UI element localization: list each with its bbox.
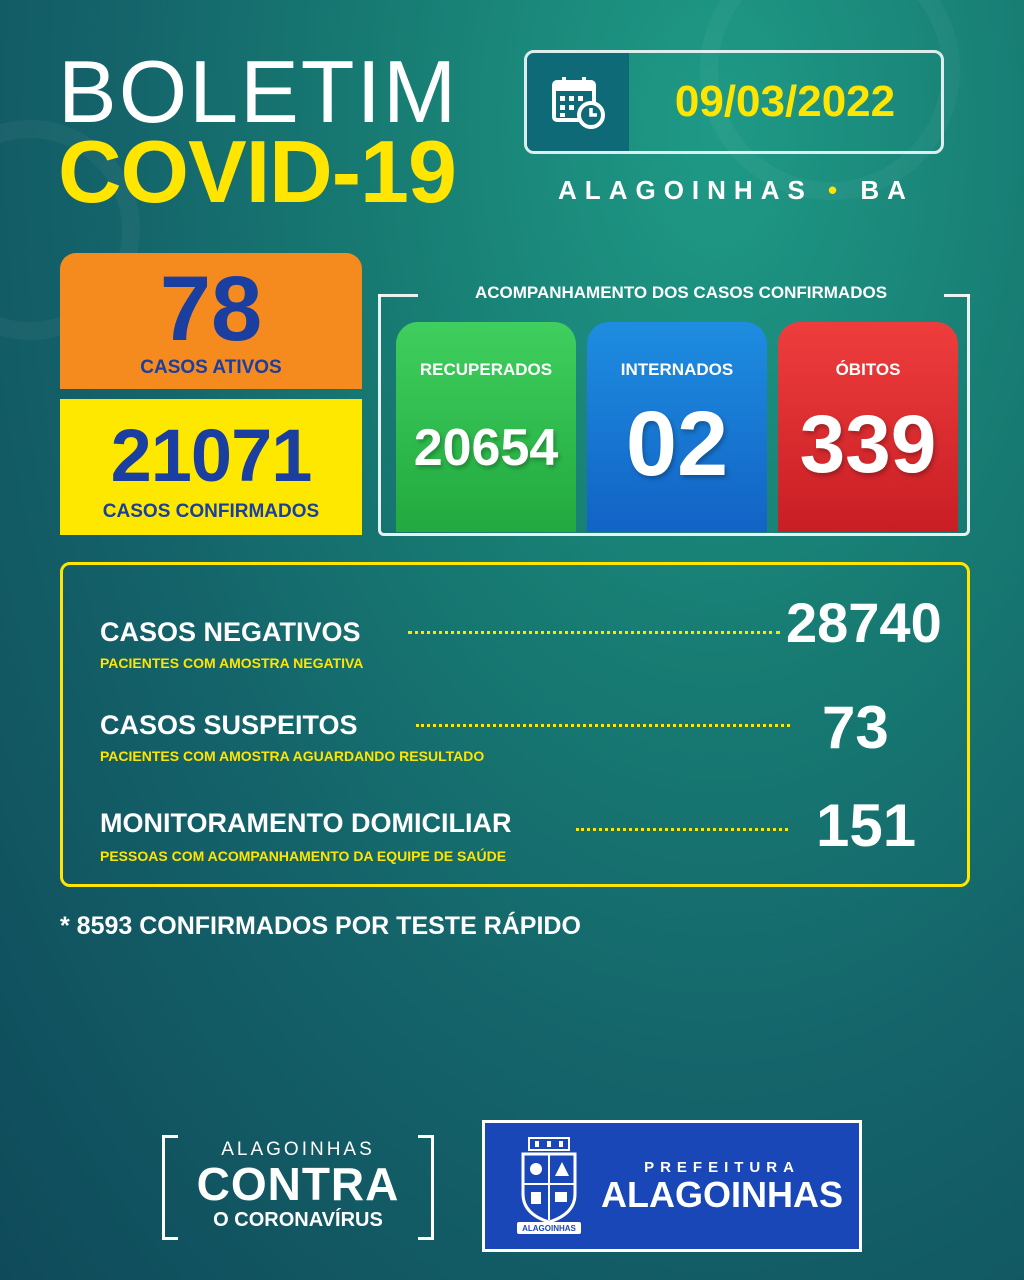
dotted-leader (576, 828, 788, 831)
prefecture-line1: PREFEITURA (644, 1158, 800, 1176)
stat-name: MONITORAMENTO DOMICILIAR (100, 808, 512, 838)
active-cases-value: 78 (159, 258, 263, 360)
prefecture-text (601, 1159, 843, 1214)
deaths-label: ÓBITOS (835, 360, 901, 379)
bracket-left (162, 1135, 178, 1240)
tracking-title: ACOMPANHAMENTO DOS CASOS CONFIRMADOS (474, 283, 888, 302)
city-crest-icon (511, 1136, 587, 1236)
bulletin-date: 09/03/2022 (674, 77, 896, 126)
deaths-value: 339 (799, 399, 937, 490)
crest-banner-text: ALAGOINHAS (522, 1224, 576, 1233)
confirmed-cases-label: CASOS CONFIRMADOS (102, 501, 320, 522)
title-line2: COVID-19 (58, 122, 456, 221)
location (526, 175, 946, 206)
stat-description: PACIENTES COM AMOSTRA NEGATIVA (100, 655, 364, 671)
confirmed-cases-box (60, 399, 362, 535)
hospitalized-label: INTERNADOS (620, 360, 734, 379)
prefecture-line2: ALAGOINHAS (601, 1173, 843, 1215)
stat-name: CASOS NEGATIVOS (100, 617, 361, 647)
stat-value: 151 (816, 792, 917, 859)
stat-value: 28740 (786, 591, 942, 654)
campaign-logo (162, 1135, 434, 1240)
bracket-right (418, 1135, 434, 1240)
state-name: BA (860, 175, 914, 205)
tracking-frame-top-right (944, 294, 970, 297)
dotted-leader (416, 724, 790, 727)
recovered-value: 20654 (413, 419, 559, 477)
recovered-label: RECUPERADOS (419, 360, 553, 379)
recovered-card (396, 322, 576, 532)
hospitalized-value: 02 (625, 393, 729, 495)
confirmed-cases-value: 21071 (110, 414, 312, 497)
deaths-card (778, 322, 958, 532)
title-line1: BOLETIM (58, 42, 459, 141)
active-cases-box (60, 253, 362, 389)
stat-name: CASOS SUSPEITOS (100, 710, 358, 740)
active-cases-label: CASOS ATIVOS (140, 357, 282, 378)
dotted-leader (408, 631, 780, 634)
hospitalized-card (587, 322, 767, 532)
stat-description: PACIENTES COM AMOSTRA AGUARDANDO RESULTADO (100, 748, 485, 764)
prefecture-logo (482, 1120, 862, 1252)
calendar-clock-icon (527, 53, 629, 151)
separator-dot: • (828, 175, 846, 205)
city-name: ALAGOINHAS (558, 175, 813, 205)
tracking-frame-top-left (378, 294, 418, 297)
campaign-line1: ALAGOINHAS (221, 1139, 375, 1160)
stat-value: 73 (822, 694, 889, 761)
rapid-test-footnote: * 8593 CONFIRMADOS POR TESTE RÁPIDO (60, 912, 581, 940)
stat-description: PESSOAS COM ACOMPANHAMENTO DA EQUIPE DE SAÚDE (100, 848, 507, 864)
date-box (524, 50, 944, 154)
campaign-line3: O CORONAVÍRUS (213, 1209, 383, 1231)
campaign-line2: CONTRA (196, 1158, 400, 1210)
